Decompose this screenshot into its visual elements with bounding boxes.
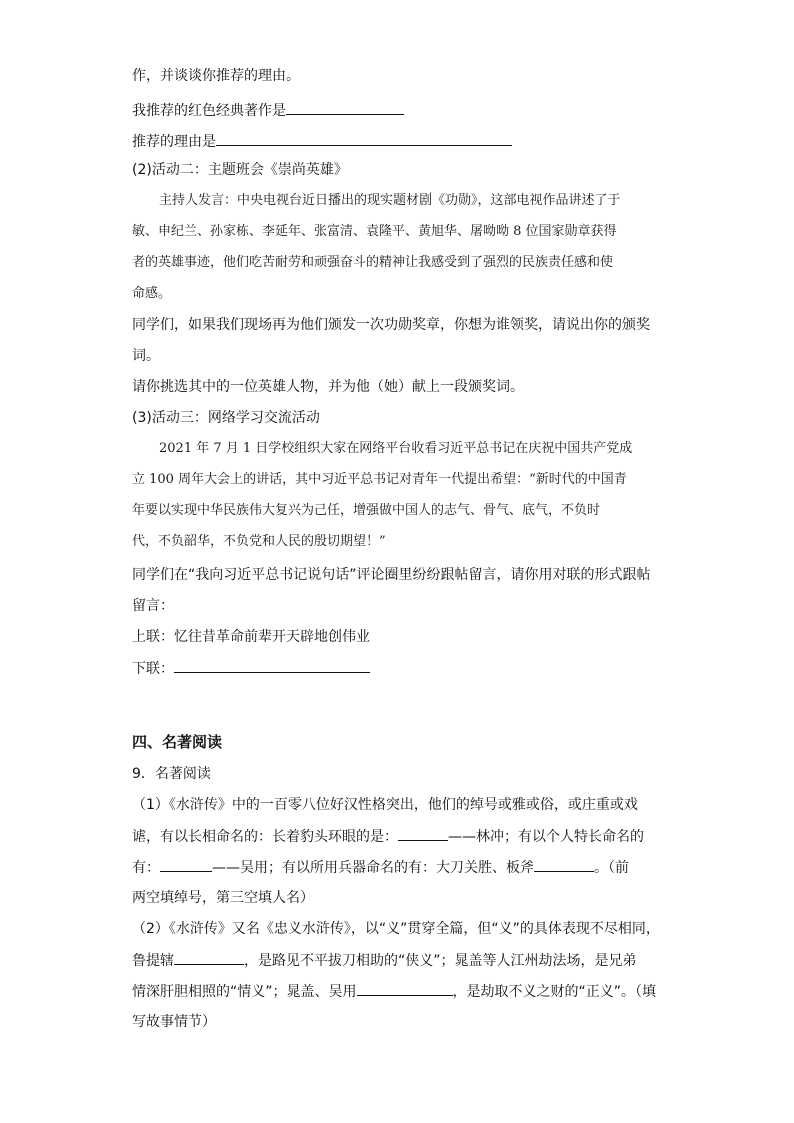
answer-blank[interactable]: [357, 981, 453, 996]
quote-line: 2021 年 7 月 1 日学校组织大家在网络平台收看习近平总书记在庆祝中国共产党成: [159, 441, 633, 456]
prompt-text: 推荐的理由是: [132, 134, 216, 150]
answer-blank[interactable]: [160, 857, 212, 872]
prompt-text: ，是劫取不义之财的“正义”。（填: [452, 984, 657, 1000]
couplet-lower-line: [132, 658, 370, 679]
prompt-text: 谑，有以长相命名的：长着豹头环眼的是：: [132, 829, 398, 845]
quote-line: 命感。: [132, 286, 172, 301]
text-line: 请你挑选其中的一位英雄人物，并为他（她）献上一段颁奖词。: [132, 379, 524, 395]
text-line: 作，并谈谈你推荐的理由。: [132, 68, 300, 84]
section-heading: 四、名著阅读: [132, 733, 223, 751]
prompt-text: 鲁提辖: [132, 953, 174, 969]
answer-blank[interactable]: [174, 950, 244, 965]
activity-2-title: (2)活动二：主题班会《崇尚英雄》: [132, 162, 348, 178]
quote-line: 年要以实现中华民族伟大复兴为己任，增强做中国人的志气、骨气、底气，不负时: [132, 503, 601, 518]
activity-3-title: (3)活动三：网络学习交流活动: [132, 410, 320, 426]
text-line: （1）《水浒传》中的一百零八位好汉性格突出，他们的绰号或雅或俗，或庄重或戏: [132, 797, 638, 813]
text-line: 留言：: [132, 598, 174, 614]
answer-blank[interactable]: [398, 826, 448, 841]
quote-line: 主持人发言：中央电视台近日播出的现实题材剧《功勋》，这部电视作品讲述了于: [159, 193, 621, 208]
quote-line: 敏、申纪兰、孙家栋、李延年、张富清、袁隆平、黄旭华、屠呦呦 8 位国家勋章获得: [132, 224, 617, 239]
answer-blank[interactable]: [174, 658, 370, 673]
text-line: （2）《水浒传》又名《忠义水浒传》，以“义”贯穿全篇，但“义”的具体表现不尽相同，: [132, 921, 660, 937]
prompt-text: ——林冲；有以个人特长命名的: [448, 829, 644, 845]
text-line: 两空填绰号，第三空填人名）: [132, 890, 314, 906]
text-line: 同学们在“我向习近平总书记说句话”评论圈里纷纷跟帖留言，请你用对联的形式跟帖: [132, 567, 651, 583]
prompt-text: 下联：: [132, 661, 174, 677]
prompt-text: 情深肝胆相照的“情义”；晁盖、吴用: [132, 984, 357, 1000]
answer-blank[interactable]: [534, 857, 594, 872]
text-line: 同学们，如果我们现场再为他们颁发一次功勋奖章，你想为谁领奖，请说出你的颁奖: [132, 317, 650, 333]
recommend-book-line: [132, 100, 404, 121]
prompt-text: 。（前: [594, 860, 629, 876]
quote-line: 代，不负韶华，不负党和人民的殷切期望！”: [132, 534, 386, 549]
prompt-text: ——吴用；有以所用兵器命名的有：大刀关胜、板斧: [212, 860, 534, 876]
text-line: 写故事情节）: [132, 1014, 216, 1030]
recommend-reason-line: [132, 131, 512, 152]
answer-blank[interactable]: [286, 100, 404, 115]
fill-line: [132, 826, 644, 847]
prompt-text: ，是路见不平拔刀相助的“侠义”；晁盖等人江州劫法场，是兄弟: [244, 953, 637, 969]
fill-line: [132, 981, 656, 1002]
quote-line: 者的英雄事迹，他们吃苦耐劳和顽强奋斗的精神让我感受到了强烈的民族责任感和使: [132, 255, 614, 270]
couplet-upper: 上联：忆往昔革命前辈开天辟地创伟业: [132, 629, 370, 645]
fill-line: [132, 857, 629, 878]
prompt-text: 有：: [132, 860, 160, 876]
question-title: 9．名著阅读: [132, 766, 211, 782]
answer-blank[interactable]: [216, 131, 512, 146]
prompt-text: 我推荐的红色经典著作是: [132, 103, 286, 119]
quote-line: 立 100 周年大会上的讲话，其中习近平总书记对青年一代提出希望：“新时代的中国青: [132, 472, 627, 487]
text-line: 词。: [132, 348, 160, 364]
fill-line: [132, 950, 637, 971]
